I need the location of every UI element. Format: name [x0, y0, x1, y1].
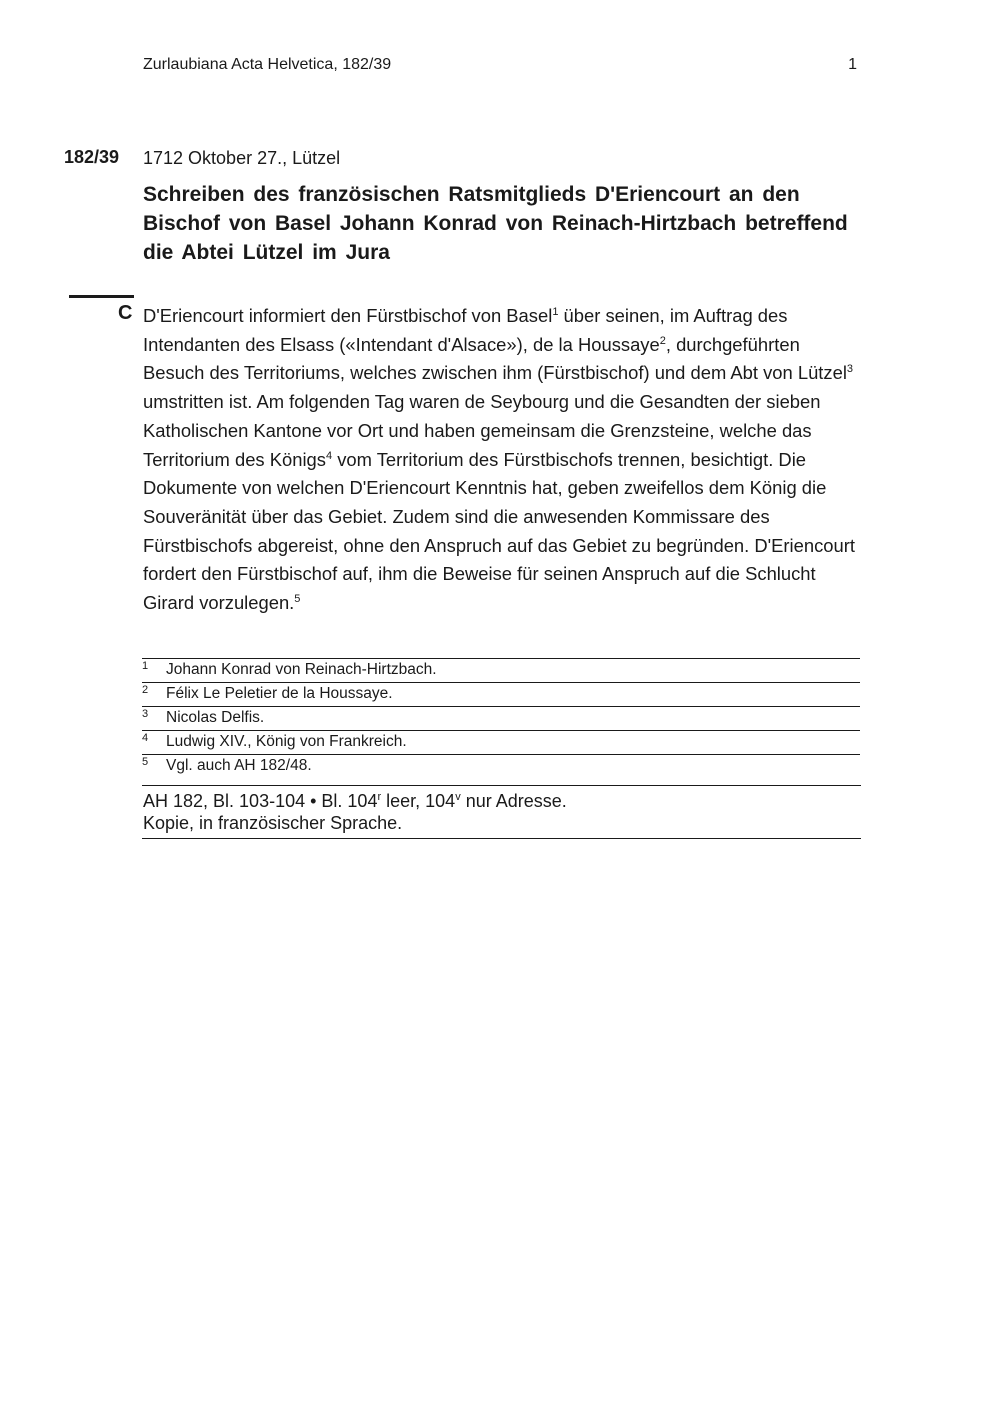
footnote-text: Nicolas Delfis. [166, 709, 265, 726]
recto-mark: r [377, 791, 382, 803]
footnote-number: 1 [142, 660, 149, 672]
footnote-ref: 4 [325, 449, 333, 462]
running-header-title: Zurlaubiana Acta Helvetica, 182/39 [143, 56, 392, 73]
source-line-1 [143, 790, 861, 812]
footnote [142, 706, 860, 730]
source-text: leer, 104 [381, 791, 456, 811]
source-text: nur Adresse. [460, 791, 567, 811]
footnote [142, 658, 860, 682]
footnote [142, 754, 860, 778]
footnote-ref: 2 [659, 334, 666, 347]
footnote-text: Vgl. auch AH 182/48. [166, 757, 312, 774]
footnote [142, 730, 860, 754]
summary-text: über seinen, im Auftrag des Intendanten des Elsass («Intendant d'Alsace»), de la Houssaye [143, 305, 788, 355]
source-line-2: Kopie, in französischer Sprache. [143, 813, 403, 833]
document-date-place: 1712 Oktober 27., Lützel [143, 148, 341, 168]
summary-text: D'Eriencourt informiert den Fürstbischof von Basel [143, 305, 553, 326]
footnote-text: Ludwig XIV., König von Frankreich. [166, 733, 407, 750]
summary-text: vom Territorium des Fürstbischofs trennen, besichtigt. Die Dokumente von welchen D'Eriencourt Kenntnis hat, geben zweifellos dem König die Souveränität über das Gebiet. Zudem sind die anwesenden Kommissare des Fürstbischofs abgereist, ohne den Anspruch auf das Gebiet zu begründen. D'Eriencourt fordert den Fürstbischof auf, ihm die Beweise für seinen Anspruch auf die Schlucht Girard vorzulegen. [143, 448, 855, 614]
footnote-ref: 3 [846, 363, 854, 376]
summary-text: , durchgeführten Besuch des Territoriums, welches zwischen ihm (Fürstbischof) und dem Abt von Lützel [143, 333, 847, 384]
footnote-number: 2 [142, 684, 149, 696]
document-type-letter: C [118, 302, 133, 324]
footnotes [142, 658, 860, 778]
footnote-ref: 1 [552, 305, 559, 318]
footnote-number: 4 [142, 732, 149, 744]
source-note [142, 785, 861, 839]
document-title: Schreiben des französischen Ratsmitglieds D'Eriencourt an den Bischof von Basel Johann Konrad von Reinach-Hirtzbach betreffend die Abtei Lützel im Jura [143, 183, 848, 264]
document-number: 182/39 [64, 147, 120, 167]
document-summary [143, 302, 859, 618]
footnote-ref: 5 [294, 592, 301, 605]
section-rule [69, 295, 134, 298]
page-number: 1 [848, 56, 857, 73]
verso-mark: v [455, 791, 461, 803]
source-text: AH 182, Bl. 103-104 • Bl. 104 [143, 791, 378, 811]
footnote [142, 682, 860, 706]
footnote-text: Félix Le Peletier de la Houssaye. [166, 685, 393, 702]
footnote-number: 5 [142, 756, 149, 768]
running-header [143, 56, 859, 80]
footnote-number: 3 [142, 708, 149, 720]
footnote-text: Johann Konrad von Reinach-Hirtzbach. [166, 661, 437, 678]
summary-text: umstritten ist. Am folgenden Tag waren de Seybourg und die Gesandten der sieben Katholischen Kantone vor Ort und haben gemeinsam die Grenzsteine, welche das Territorium des Königs [143, 391, 821, 470]
